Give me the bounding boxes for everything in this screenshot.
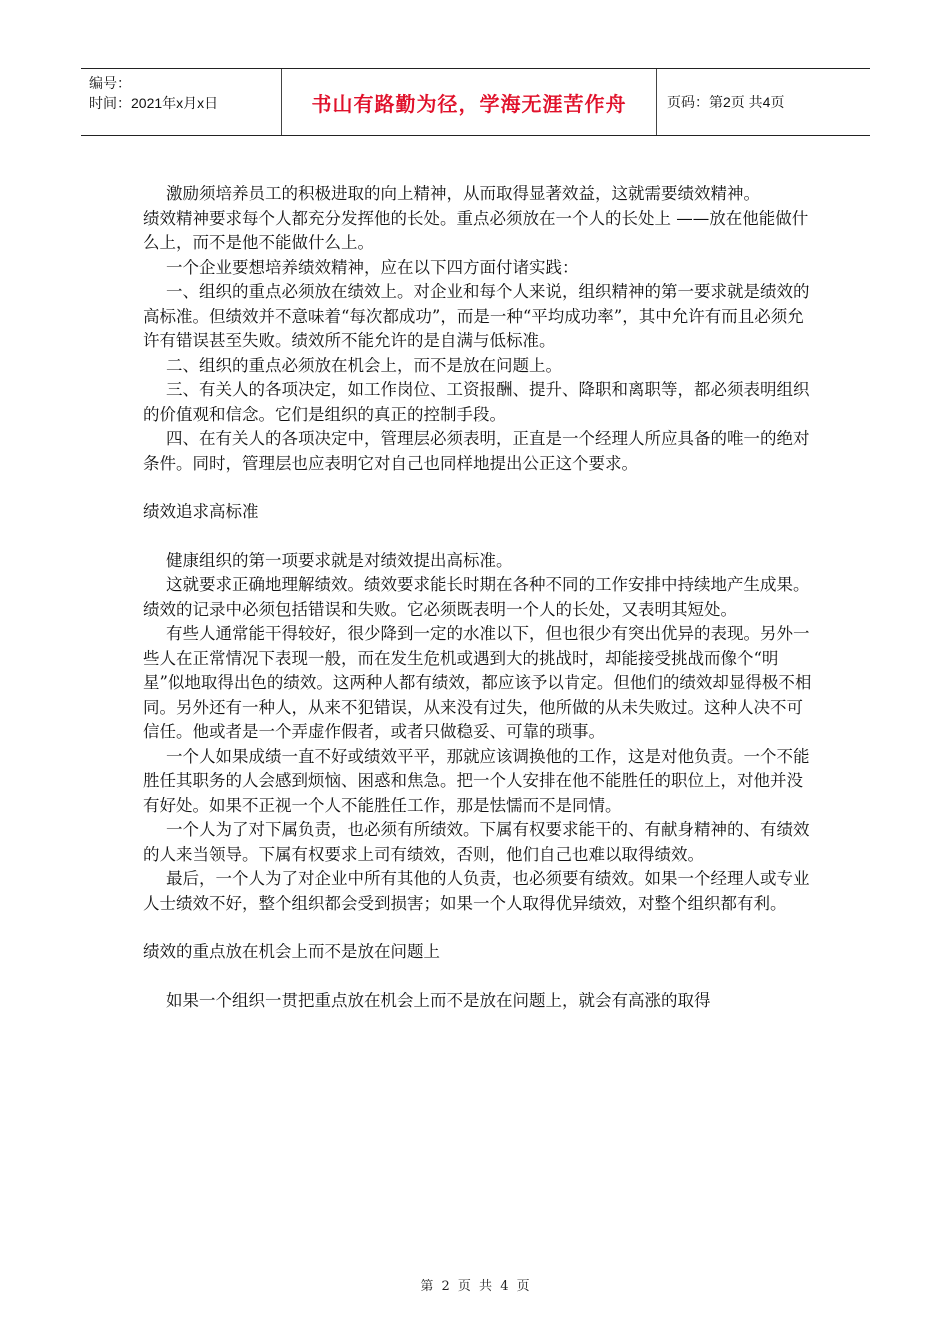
paragraph: 三、有关人的各项决定，如工作岗位、工资报酬、提升、降职和离职等，都必须表明组织的价值观和信念。它们是组织的真正的控制手段。 (143, 380, 810, 424)
document-number-label: 编号： (89, 75, 131, 91)
paragraph: 一个企业要想培养绩效精神，应在以下四方面付诸实践： (166, 257, 579, 277)
paragraph: 这就要求正确地理解绩效。绩效要求能长时期在各种不同的工作安排中持续地产生成果。绩效的记录中必须包括错误和失败。它必须既表明一个人的长处，又表明其短处。 (143, 575, 810, 619)
footer-page-number: 第 2 页 共 4 页 (420, 1279, 530, 1294)
section-heading: 绩效追求高标准 (143, 502, 259, 521)
paragraph: 一个人如果成绩一直不好或绩效平平，那就应该调换他的工作，这是对他负责。一个不能胜任其职务的人会感到烦恼、困惑和焦急。把一个人安排在他不能胜任的职位上，对他并没有好处。如果不正视一个人不能胜任工作，那是怯懦而不是同情。 (143, 746, 810, 815)
paragraph: 健康组织的第一项要求就是对绩效提出高标准。 (166, 550, 513, 570)
paragraph: 二、组织的重点必须放在机会上，而不是放在问题上。 (166, 355, 562, 375)
header-motto-cell (282, 69, 657, 135)
header-page-cell (657, 69, 870, 135)
header-table (81, 68, 870, 136)
paragraph: 四、在有关人的各项决定中，管理层必须表明，正直是一个经理人所应具备的唯一的绝对条件。同时，管理层也应表明它对自己也同样地提出公正这个要求。 (143, 429, 810, 473)
paragraph: 一个人为了对下属负责，也必须有所绩效。下属有权要求能干的、有献身精神的、有绩效的人来当领导。下属有权要求上司有绩效，否则，他们自己也难以取得绩效。 (143, 820, 810, 864)
document-body (143, 182, 813, 1013)
header-motto: 书山有路勤为径，学海无涯苦作舟 (311, 91, 627, 116)
header-page-number: 页码：第2页 共4页 (667, 94, 785, 110)
paragraph: 一、组织的重点必须放在绩效上。对企业和每个人来说，组织精神的第一要求就是绩效的高标准。但绩效并不意味着“每次都成功”，而是一种“平均成功率”，其中允许有而且必须允许有错误甚至失败。绩效所不能允许的是自满与低标准。 (143, 282, 810, 350)
paragraph: 最后，一个人为了对企业中所有其他的人负责，也必须要有绩效。如果一个经理人或专业人士绩效不好，整个组织都会受到损害；如果一个人取得优异绩效，对整个组织都有利。 (143, 869, 810, 913)
document-time-label: 时间：2021年x月x日 (89, 95, 219, 111)
header-info-cell (81, 69, 282, 135)
paragraph: 有些人通常能干得较好，很少降到一定的水准以下，但也很少有突出优异的表现。另外一些人在正常情况下表现一般，而在发生危机或遇到大的挑战时，却能接受挑战而像个“明星”似地取得出色的绩效。这两种人都有绩效，都应该予以肯定。但他们的绩效却显得极不相同。另外还有一种人，从来不犯错误，从来没有过失，他所做的从未失败过。这种人决不可信任。他或者是一个弄虚作假者，或者只做稳妥、可靠的琐事。 (143, 624, 812, 741)
paragraph: 如果一个组织一贯把重点放在机会上而不是放在问题上，就会有高涨的取得 (166, 990, 711, 1010)
page-footer (0, 1275, 950, 1294)
paragraph: 绩效精神要求每个人都充分发挥他的长处。重点必须放在一个人的长处上 ——放在他能做什么上，而不是他不能做什么上。 (143, 208, 809, 252)
section-heading: 绩效的重点放在机会上而不是放在问题上 (143, 942, 440, 961)
paragraph: 激励须培养员工的积极进取的向上精神，从而取得显著效益，这就需要绩效精神。 (166, 184, 760, 203)
